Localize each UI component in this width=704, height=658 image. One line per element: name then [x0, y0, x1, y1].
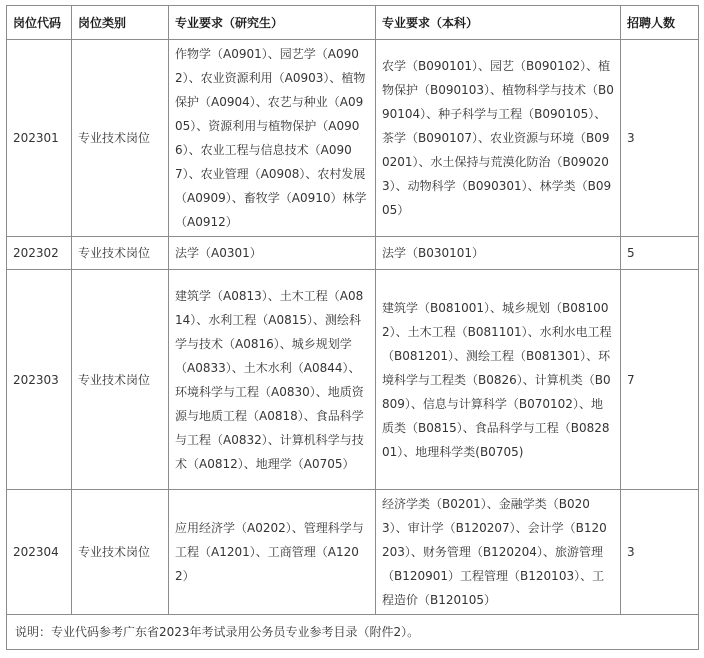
header-position-category: 岗位类别 — [72, 6, 169, 40]
hiring-count-cell: 3 — [621, 490, 699, 615]
position-code-cell: 202302 — [7, 237, 72, 270]
table-note: 说明：专业代码参考广东省2023年考试录用公务员专业参考目录（附件2）。 — [7, 615, 699, 650]
hiring-count-cell: 7 — [621, 270, 699, 490]
table-row — [7, 40, 699, 237]
recruitment-table — [6, 5, 699, 650]
graduate-requirements-cell: 法学（A0301） — [169, 237, 376, 270]
header-row — [7, 6, 699, 40]
undergraduate-requirements-cell: 法学（B030101） — [376, 237, 621, 270]
table-row — [7, 490, 699, 615]
undergraduate-requirements-cell: 农学（B090101）、园艺（B090102）、植物保护（B090103）、植物科学与技术（B090104）、种子科学与工程（B090105）、茶学（B090107）、农业资源与环境（B090201）、水土保持与荒漠化防治（B090203）、动物科学（B090301）、林学类（B0905） — [376, 40, 621, 237]
hiring-count-cell: 5 — [621, 237, 699, 270]
table-row — [7, 237, 699, 270]
header-position-code: 岗位代码 — [7, 6, 72, 40]
position-category-cell: 专业技术岗位 — [72, 270, 169, 490]
undergraduate-requirements-cell: 经济学类（B0201）、金融学类（B0203）、审计学（B120207）、会计学（B120203）、财务管理（B120204）、旅游管理（B120901）工程管理（B120103）、工程造价（B120105） — [376, 490, 621, 615]
recruitment-table-container — [6, 5, 699, 650]
note-row — [7, 615, 699, 650]
position-code-cell: 202304 — [7, 490, 72, 615]
position-code-cell: 202303 — [7, 270, 72, 490]
position-code-cell: 202301 — [7, 40, 72, 237]
header-hiring-count: 招聘人数 — [621, 6, 699, 40]
hiring-count-cell: 3 — [621, 40, 699, 237]
position-category-cell: 专业技术岗位 — [72, 237, 169, 270]
position-category-cell: 专业技术岗位 — [72, 490, 169, 615]
graduate-requirements-cell: 作物学（A0901）、园艺学（A0902）、农业资源利用（A0903）、植物保护（A0904）、农艺与种业（A0905）、资源利用与植物保护（A0906）、农业工程与信息技术（A0907）、农业管理（A0908）、农村发展（A0909）、畜牧学（A0910）林学（A0912） — [169, 40, 376, 237]
graduate-requirements-cell: 建筑学（A0813）、土木工程（A0814）、水利工程（A0815）、测绘科学与技术（A0816）、城乡规划学（A0833）、土木水利（A0844）、环境科学与工程（A0830）、地质资源与地质工程（A0818）、食品科学与工程（A0832）、计算机科学与技术（A0812）、地理学（A0705） — [169, 270, 376, 490]
header-graduate-requirements: 专业要求（研究生） — [169, 6, 376, 40]
undergraduate-requirements-cell: 建筑学（B081001）、城乡规划（B081002）、土木工程（B081101）、水利水电工程（B081201）、测绘工程（B081301）、环境科学与工程类（B0826）、计算机类（B0809）、信息与计算科学（B070102）、地质类（B0815）、食品科学与工程（B082801）、地理科学类(B0705) — [376, 270, 621, 490]
graduate-requirements-cell: 应用经济学（A0202）、管理科学与工程（A1201）、工商管理（A1202） — [169, 490, 376, 615]
position-category-cell: 专业技术岗位 — [72, 40, 169, 237]
table-row — [7, 270, 699, 490]
header-undergraduate-requirements: 专业要求（本科） — [376, 6, 621, 40]
